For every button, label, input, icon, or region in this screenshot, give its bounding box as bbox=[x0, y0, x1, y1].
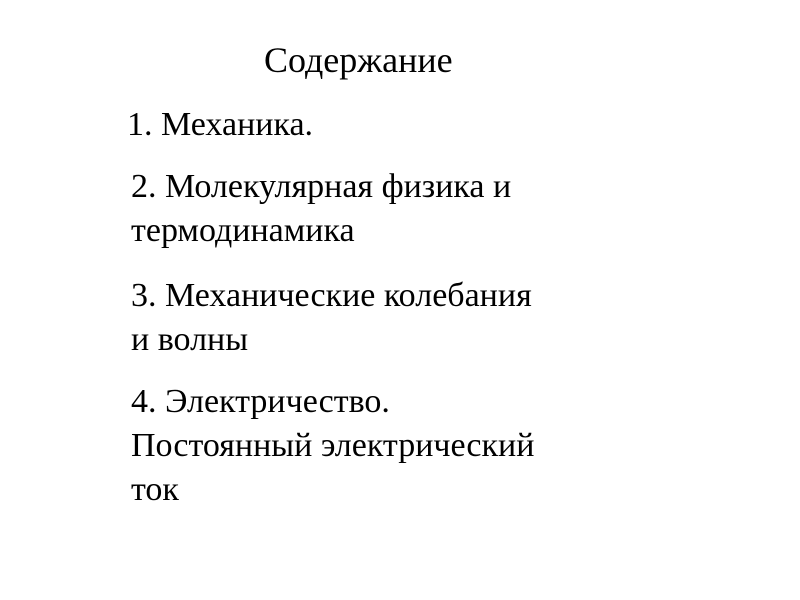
contents-item-line: Постоянный электрический bbox=[131, 427, 535, 464]
contents-item-line: ток bbox=[131, 471, 179, 508]
contents-item-line: термодинамика bbox=[131, 212, 355, 249]
contents-item-electricity bbox=[131, 380, 534, 512]
contents-item-line: 3. Механические колебания bbox=[131, 277, 532, 314]
contents-item-molecular-physics bbox=[131, 165, 511, 253]
slide-title: Содержание bbox=[264, 40, 453, 80]
contents-item-line: 1. Механика. bbox=[127, 106, 314, 143]
contents-item-line: 4. Электричество. bbox=[131, 383, 390, 420]
contents-item-line: и волны bbox=[131, 321, 249, 358]
contents-item-oscillations-waves bbox=[131, 274, 532, 362]
contents-item-mechanics bbox=[127, 103, 313, 147]
contents-item-line: 2. Молекулярная физика и bbox=[131, 168, 512, 205]
